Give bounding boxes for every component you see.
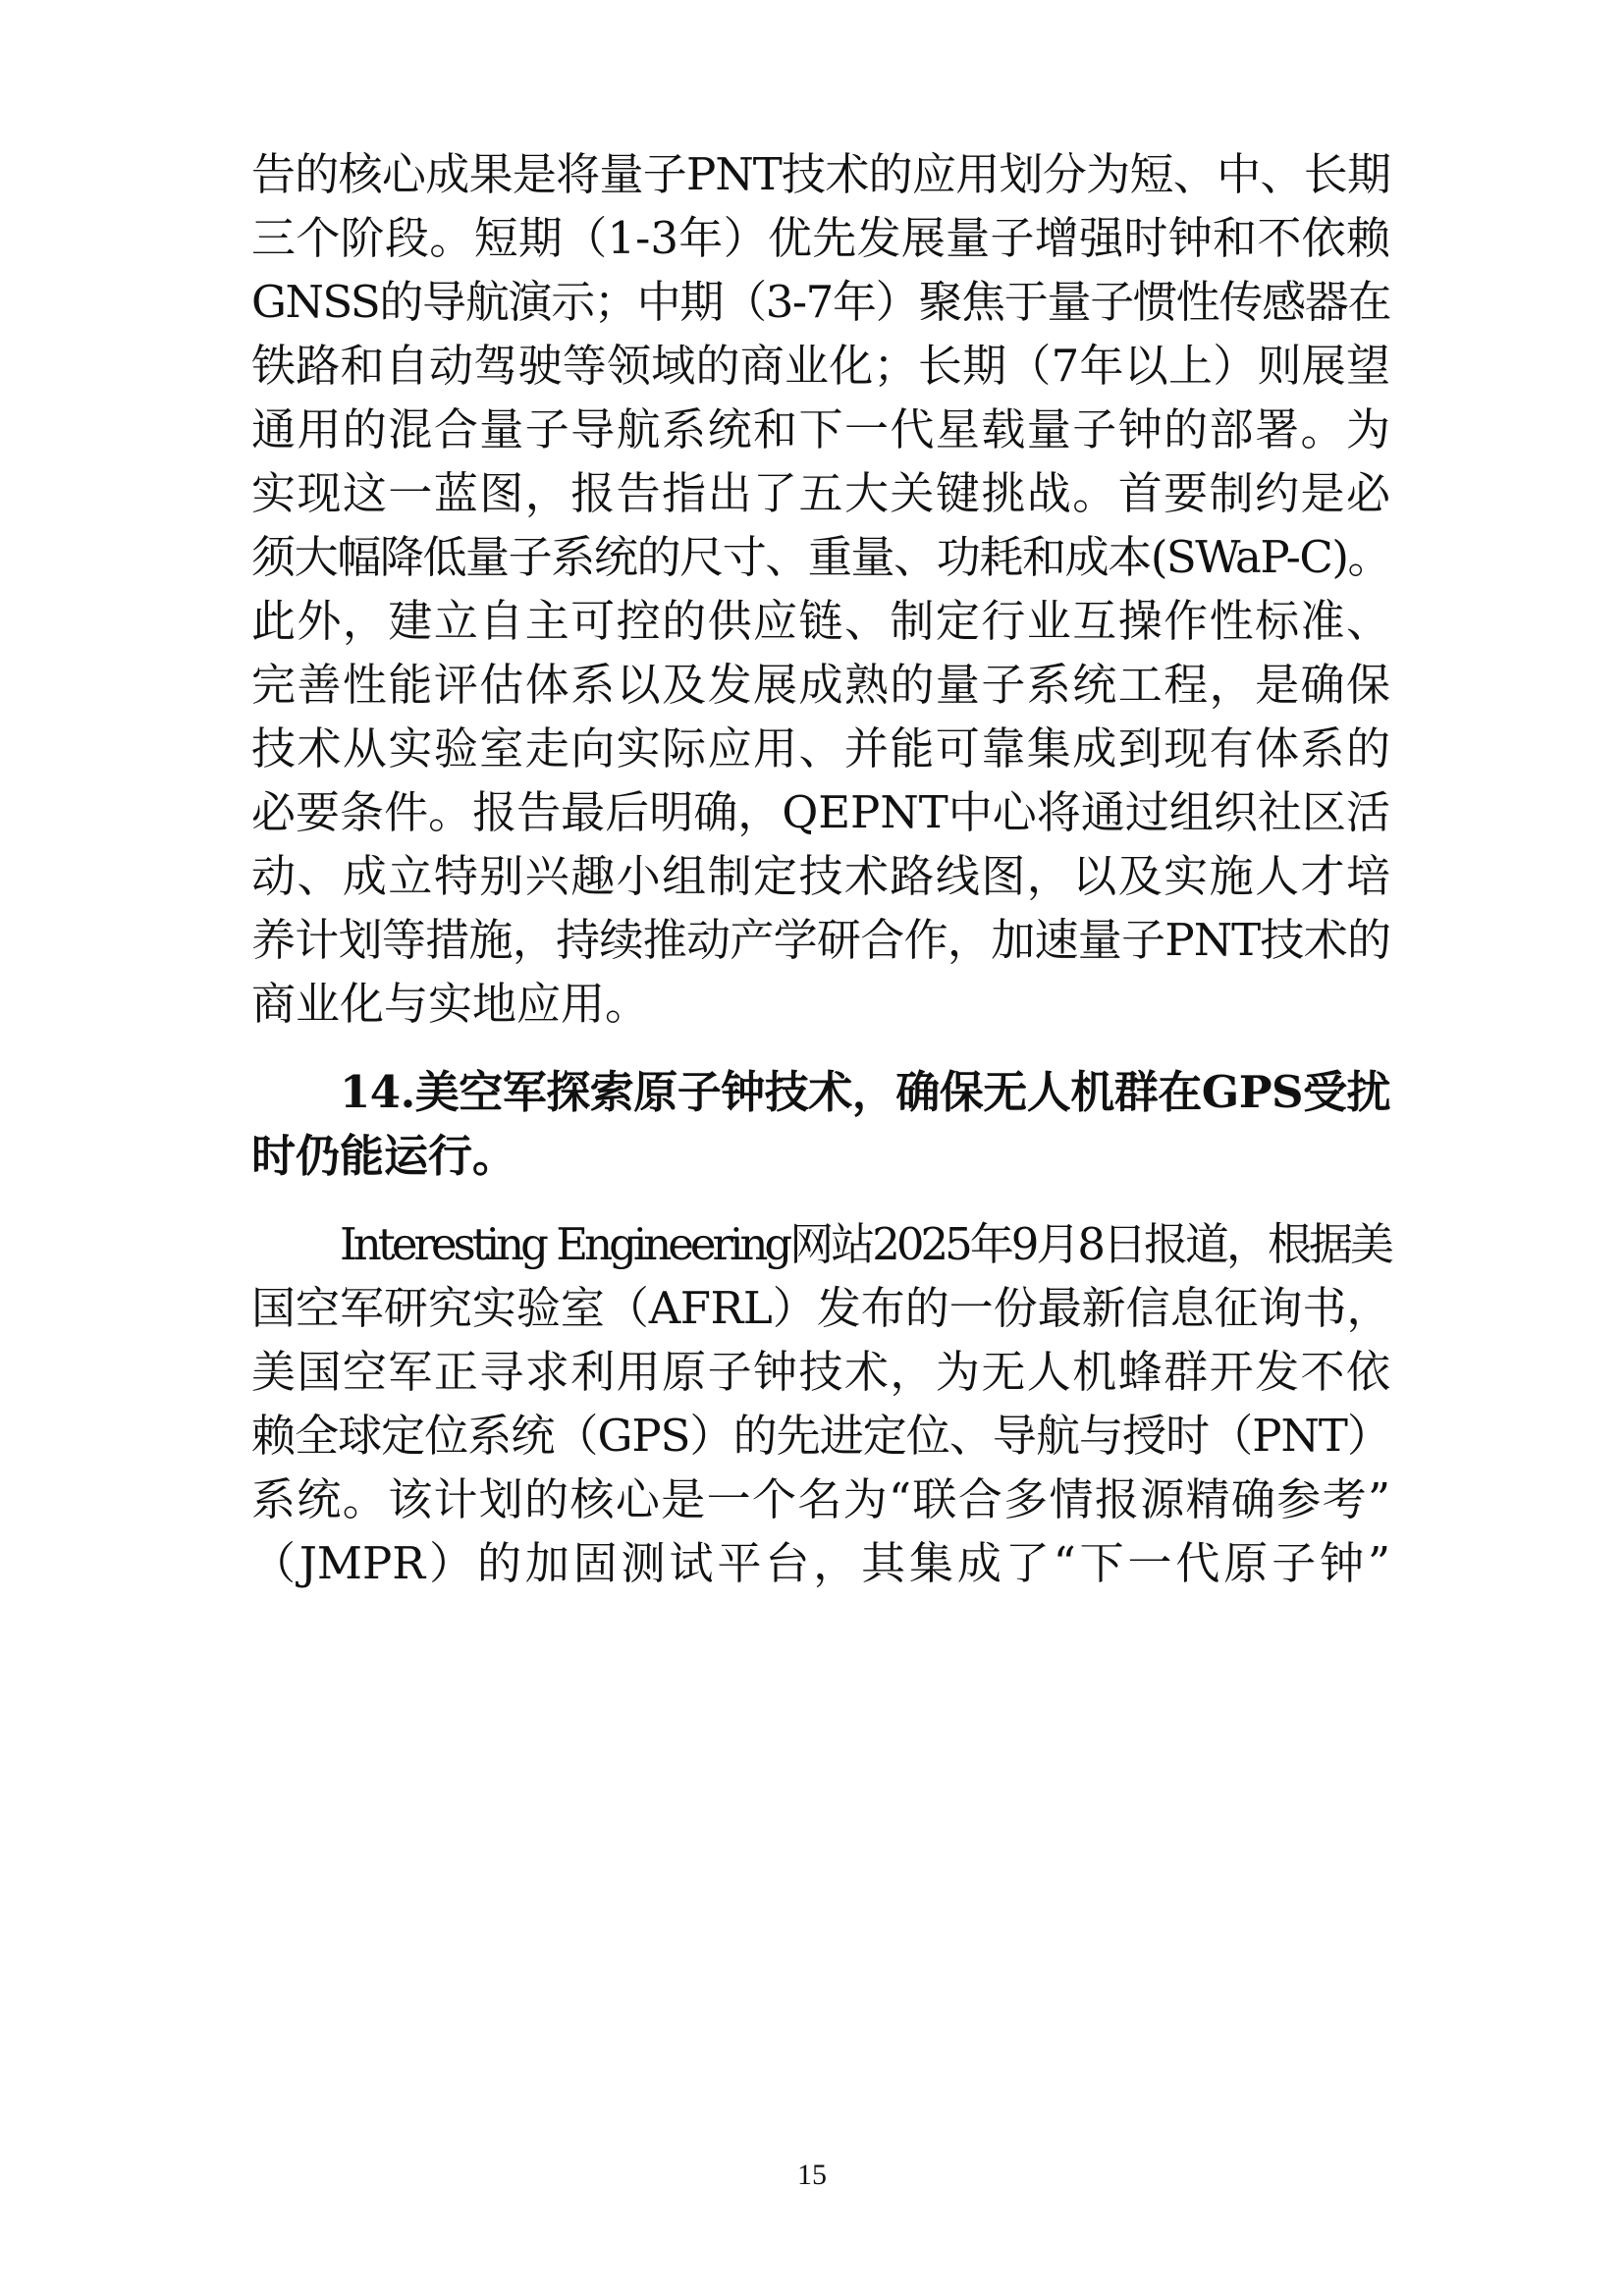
body-text-line: 此外，建立自主可控的供应链、制定行业互操作性标准、 — [251, 595, 1390, 647]
body-text-line: 养计划等措施，持续推动产学研合作，加速量子PNT技术的 — [251, 914, 1390, 966]
body-text-line: 必要条件。报告最后明确，QEPNT中心将通过组织社区活 — [251, 786, 1390, 838]
body-text-line: Interesting Engineering网站2025年9月8日报道，根据美 — [340, 1218, 1390, 1270]
section-heading: 时仍能运行。 — [251, 1130, 517, 1182]
body-text-line: 铁路和自动驾驶等领域的商业化；长期（7年以上）则展望 — [251, 340, 1390, 392]
body-text-line: 赖全球定位系统（GPS）的先进定位、导航与授时（PNT） — [251, 1410, 1390, 1462]
body-text-line: 须大幅降低量子系统的尺寸、重量、功耗和成本(SWaP-C)。 — [251, 531, 1390, 583]
body-text-line: 通用的混合量子导航系统和下一代星载量子钟的部署。为 — [251, 403, 1390, 455]
body-text-line: 实现这一蓝图，报告指出了五大关键挑战。首要制约是必 — [251, 467, 1390, 519]
section-heading: 14.美空军探索原子钟技术，确保无人机群在GPS受扰 — [340, 1066, 1391, 1118]
page-number: 15 — [797, 2159, 827, 2191]
body-text-line: 完善性能评估体系以及发展成熟的量子系统工程，是确保 — [251, 659, 1390, 711]
body-text-line: 商业化与实地应用。 — [251, 978, 650, 1030]
body-text-line: 系统。该计划的核心是一个名为“联合多情报源精确参考” — [251, 1473, 1390, 1525]
body-text-line: 美国空军正寻求利用原子钟技术，为无人机蜂群开发不依 — [251, 1346, 1390, 1398]
body-text-line: 技术从实验室走向实际应用、并能可靠集成到现有体系的 — [251, 722, 1390, 774]
body-text-line: 告的核心成果是将量子PNT技术的应用划分为短、中、长期 — [251, 148, 1390, 200]
body-text-line: 国空军研究实验室（AFRL）发布的一份最新信息征询书， — [251, 1282, 1390, 1334]
body-text-line: GNSS的导航演示；中期（3-7年）聚焦于量子惯性传感器在 — [251, 276, 1390, 328]
body-text-line: 动、成立特别兴趣小组制定技术路线图，以及实施人才培 — [251, 850, 1390, 902]
body-text-line: （JMPR）的加固测试平台，其集成了“下一代原子钟” — [251, 1537, 1390, 1589]
body-text-line: 三个阶段。短期（1-3年）优先发展量子增强时钟和不依赖 — [251, 212, 1390, 264]
